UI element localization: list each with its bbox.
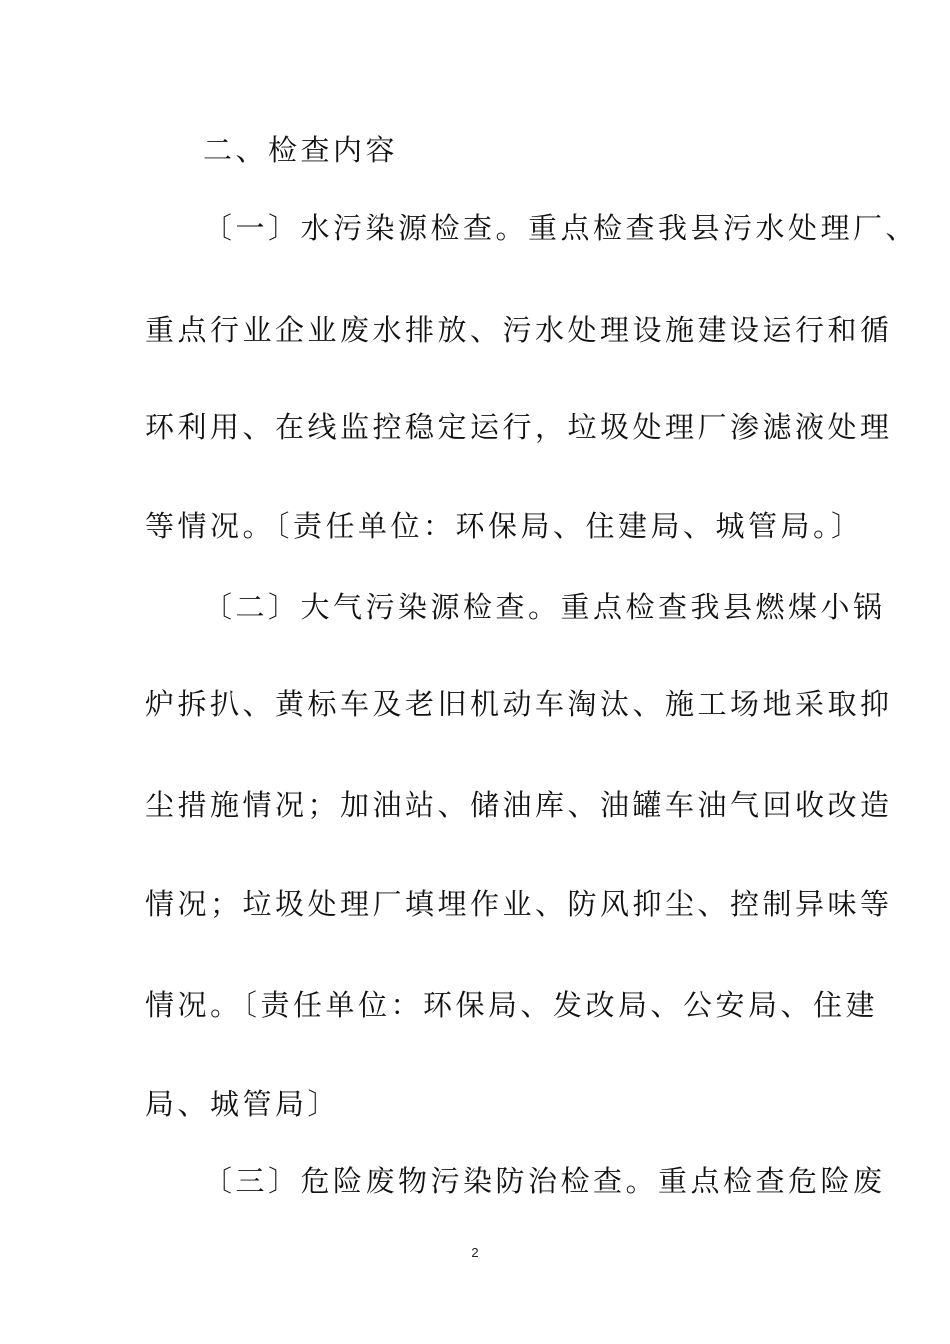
paragraph-line: 环利用、在线监控稳定运行，垃圾处理厂渗滤液处理 — [145, 410, 893, 444]
section-heading: 二、检查内容 — [203, 133, 399, 167]
paragraph-line: 尘措施情况；加油站、储油库、油罐车油气回收改造 — [145, 788, 893, 822]
paragraph-line: 重点行业企业废水排放、污水处理设施建设运行和循 — [145, 313, 893, 347]
paragraph-line: 〔二〕大气污染源检查。重点检查我县燃煤小锅 — [203, 590, 886, 624]
paragraph-line: 局、城管局〕 — [145, 1087, 341, 1121]
paragraph-line: 〔一〕水污染源检查。重点检查我县污水处理厂、 — [203, 211, 919, 245]
paragraph-line: 情况；垃圾处理厂填埋作业、防风抑尘、控制异味等 — [145, 887, 893, 921]
paragraph-line: 等情况。〔责任单位：环保局、住建局、城管局。〕 — [145, 509, 864, 543]
paragraph-line: 情况。〔责任单位：环保局、发改局、公安局、住建 — [145, 988, 879, 1022]
page-number: 2 — [471, 1245, 479, 1260]
paragraph-line: 炉拆扒、黄标车及老旧机动车淘汰、施工场地采取抑 — [145, 687, 893, 721]
paragraph-line: 〔三〕危险废物污染防治检查。重点检查危险废 — [203, 1164, 886, 1198]
